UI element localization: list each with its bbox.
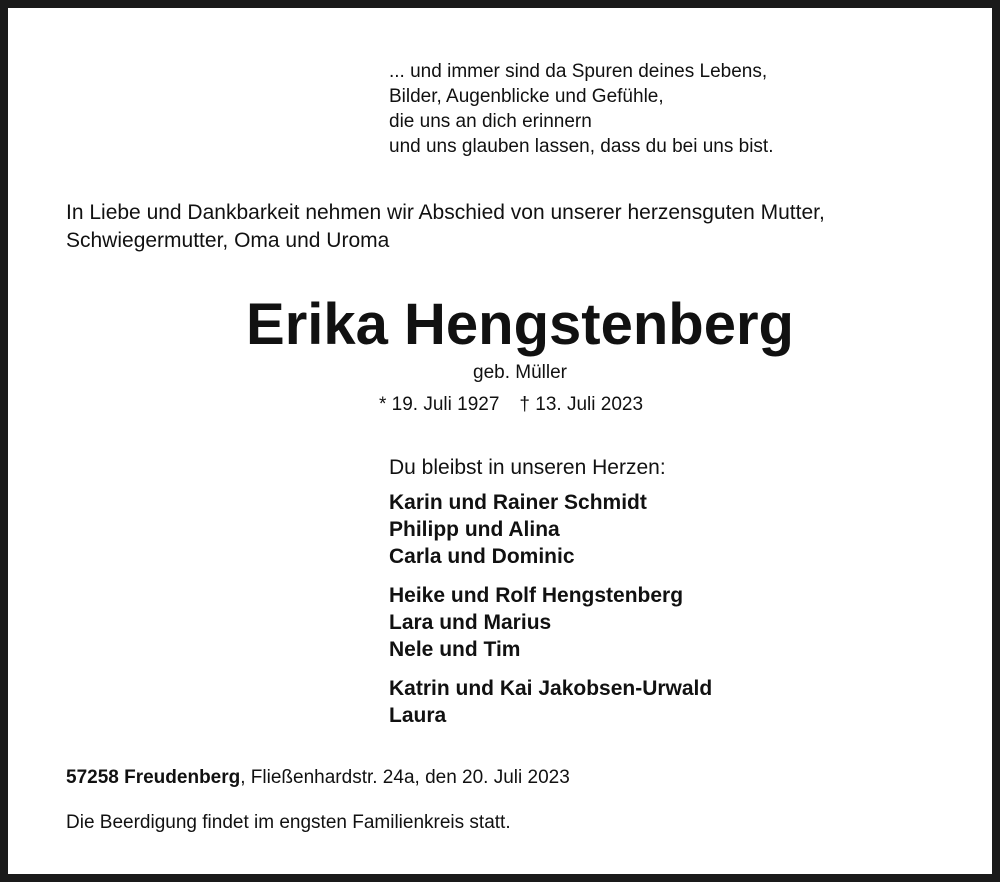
poem-line: Bilder, Augenblicke und Gefühle,: [389, 86, 664, 107]
mourner-name: Karin und Rainer Schmidt: [389, 491, 647, 514]
birth-date: * 19. Juli 1927: [379, 394, 500, 415]
intro-line: In Liebe und Dankbarkeit nehmen wir Abschied von unserer herzensguten Mutter,: [66, 201, 825, 224]
maiden-name: geb. Müller: [473, 362, 567, 383]
mourner-name: Lara und Marius: [389, 611, 552, 634]
mourner-group: [389, 582, 712, 663]
address-city: 57258 Freudenberg: [66, 767, 241, 788]
mourners-list: [389, 454, 712, 741]
mourner-group: [389, 489, 712, 570]
mourner-name: Carla und Dominic: [389, 545, 575, 568]
address-rest: , Fließenhardstr. 24a, den 20. Juli 2023: [240, 767, 570, 788]
deceased-name: Erika Hengstenberg: [246, 292, 794, 357]
intro-text: [66, 199, 825, 255]
mourner-group: [389, 675, 712, 729]
mourners-heading: Du bleibst in unseren Herzen:: [389, 456, 666, 479]
mourner-name: Laura: [389, 704, 447, 727]
death-date: † 13. Juli 2023: [519, 394, 644, 415]
poem: [389, 59, 774, 159]
mourner-name: Heike und Rolf Hengstenberg: [389, 584, 684, 607]
funeral-note: Die Beerdigung findet im engsten Familienkreis statt.: [66, 812, 511, 833]
poem-line: die uns an dich erinnern: [389, 111, 592, 132]
mourner-name: Nele und Tim: [389, 638, 521, 661]
mourner-name: Katrin und Kai Jakobsen-Urwald: [389, 677, 713, 700]
life-dates: [379, 393, 643, 417]
poem-line: und uns glauben lassen, dass du bei uns bist.: [389, 136, 774, 157]
poem-line: ... und immer sind da Spuren deines Lebens,: [389, 61, 768, 82]
address-line: [66, 765, 570, 791]
intro-line: Schwiegermutter, Oma und Uroma: [66, 229, 390, 252]
mourner-name: Philipp und Alina: [389, 518, 560, 541]
